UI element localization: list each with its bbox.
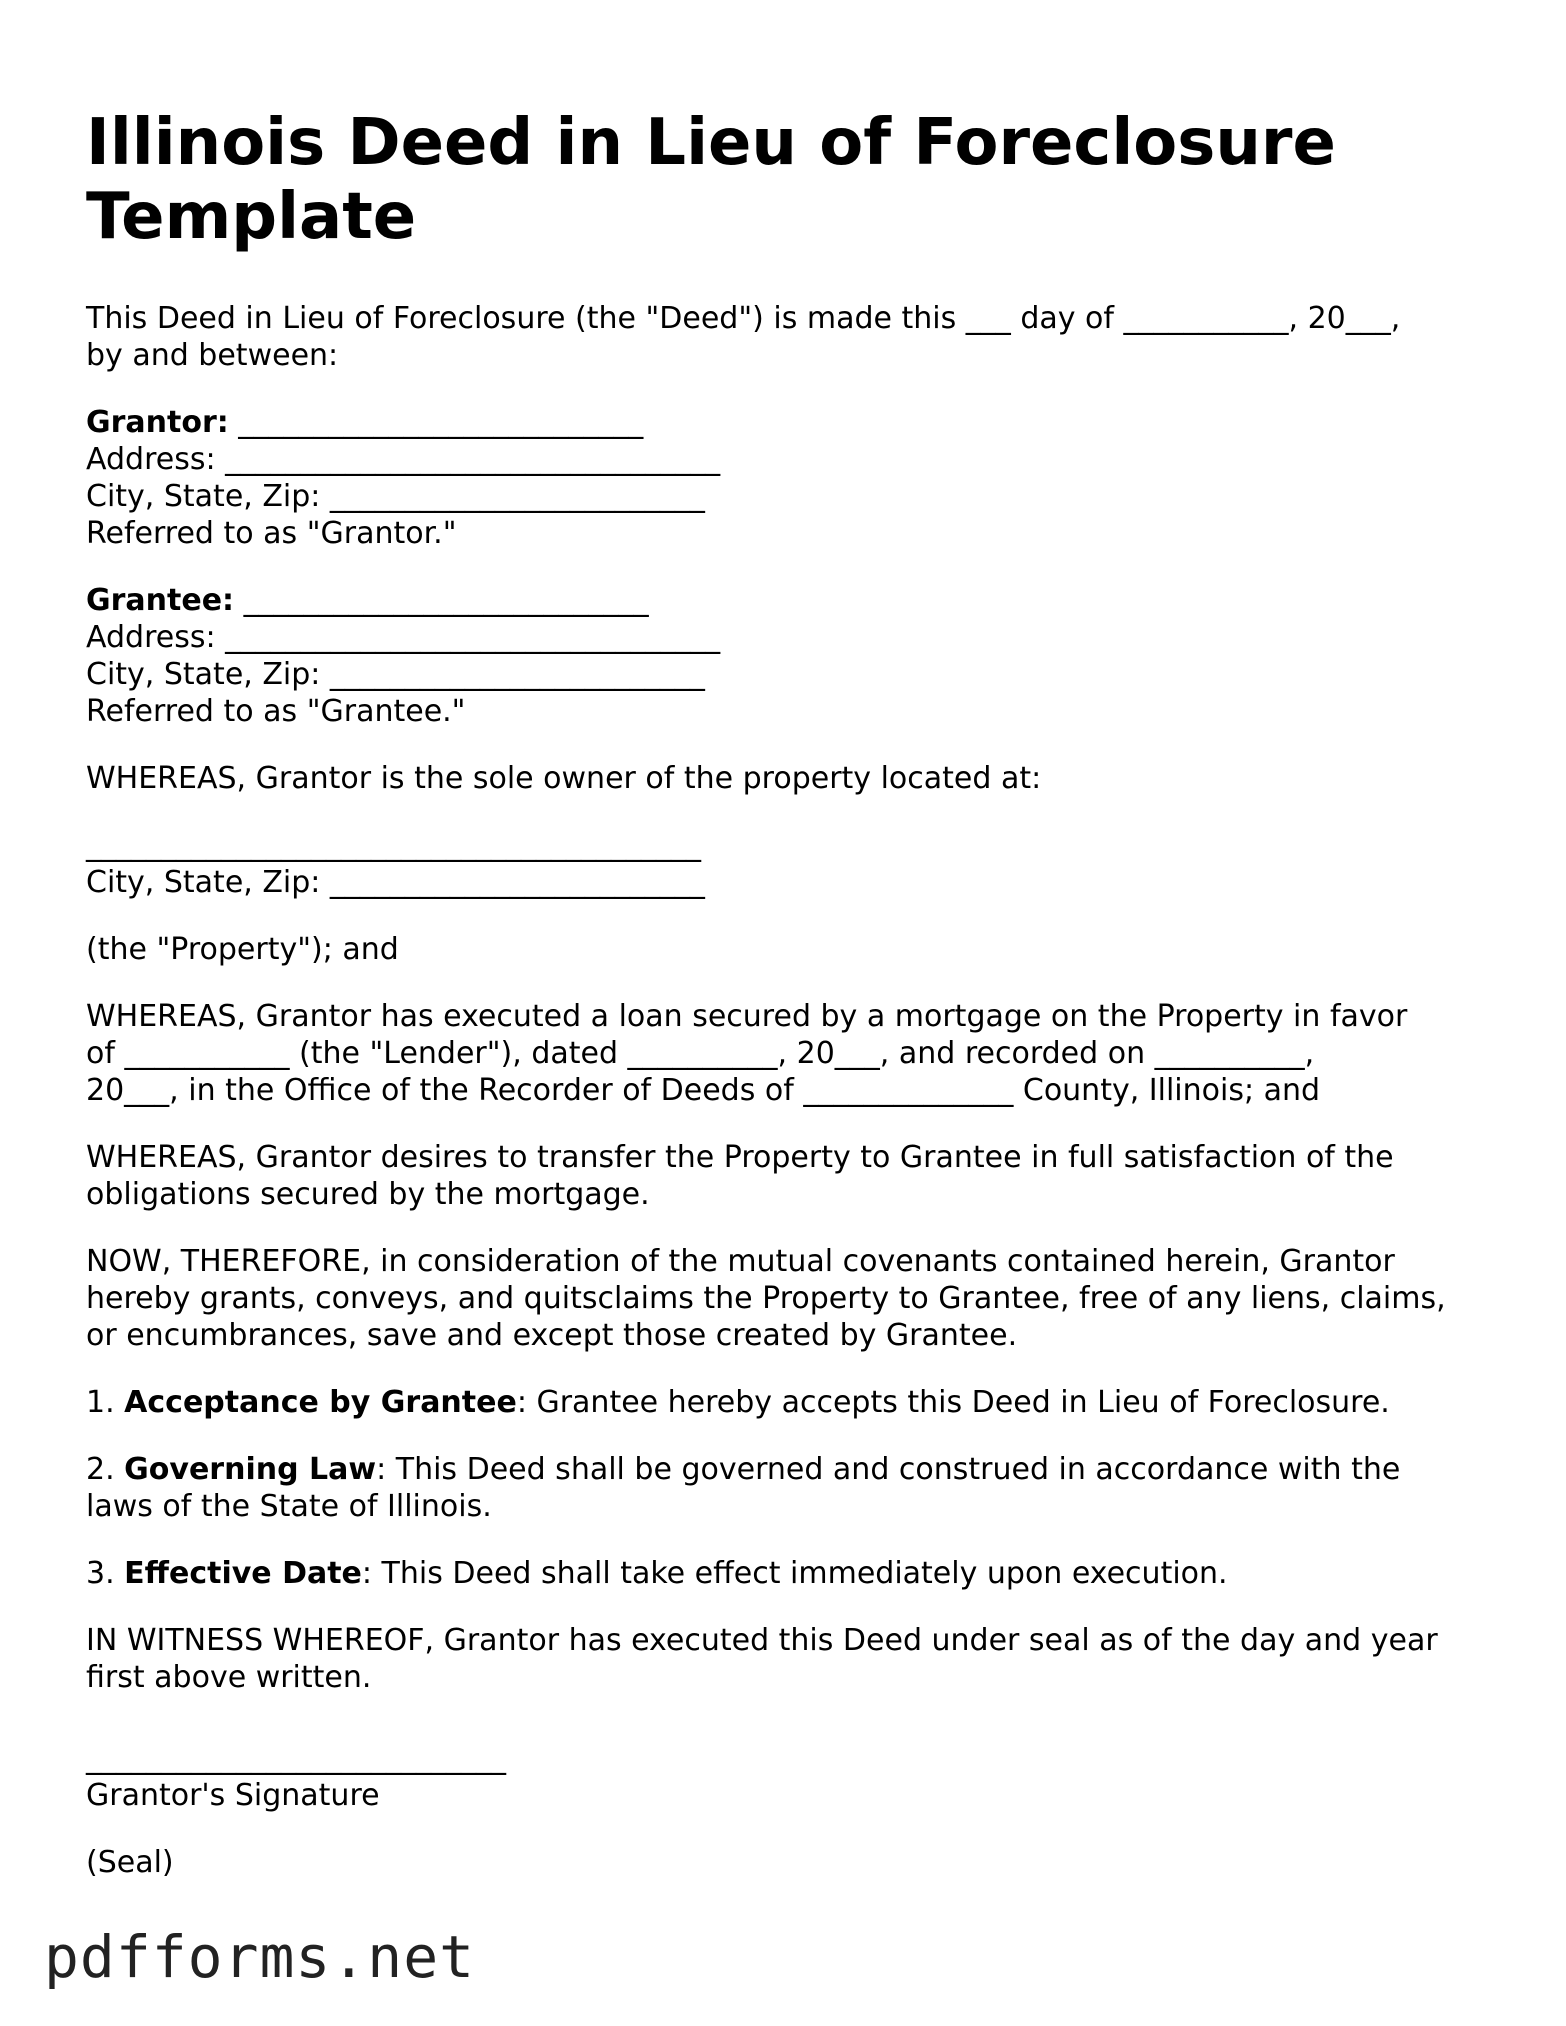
clause-heading: Acceptance by Grantee bbox=[124, 1385, 517, 1420]
clause-acceptance bbox=[86, 1384, 1486, 1421]
whereas-transfer-paragraph: WHEREAS, Grantor desires to transfer the Property to Grantee in full satisfaction of the obligations secured by the mortgage. bbox=[86, 1140, 1394, 1212]
property-address-line: _________________________________________ bbox=[86, 828, 701, 863]
grantor-city-line: City, State, Zip: _________________________ bbox=[86, 479, 705, 514]
document-title: Illinois Deed in Lieu of Foreclosure Template bbox=[86, 106, 1336, 254]
property-address-block bbox=[86, 827, 1486, 901]
watermark-logo: pdfforms.net bbox=[44, 1923, 476, 1991]
clause-heading: Effective Date bbox=[124, 1556, 362, 1591]
whereas-owner-paragraph: WHEREAS, Grantor is the sole owner of the property located at: bbox=[86, 761, 1042, 796]
grantee-address-line: Address: _________________________________ bbox=[86, 620, 721, 655]
clause-number: 2. bbox=[86, 1452, 125, 1487]
grantor-name-blank: ___________________________ bbox=[228, 405, 644, 440]
grantee-block bbox=[86, 582, 1486, 730]
clause-text: : This Deed shall take effect immediately upon execution. bbox=[361, 1556, 1228, 1591]
property-city-line: City, State, Zip: _________________________ bbox=[86, 865, 705, 900]
now-therefore-paragraph: NOW, THEREFORE, in consideration of the mutual covenants contained herein, Grantor hereby grants, conveys, and quitsclaims the Property to Grantee, free of any liens, claims, or encumbrances, save and except those created by Grantee. bbox=[86, 1244, 1446, 1353]
clause-governing-law bbox=[86, 1451, 1486, 1525]
clause-heading: Governing Law bbox=[124, 1452, 377, 1487]
grantee-city-line: City, State, Zip: _________________________ bbox=[86, 657, 705, 692]
grantor-name-line bbox=[86, 404, 1486, 441]
signature-line: ____________________________ bbox=[86, 1741, 506, 1776]
witness-paragraph: IN WITNESS WHEREOF, Grantor has executed this Deed under seal as of the day and year first above written. bbox=[86, 1623, 1438, 1695]
property-definition: (the "Property"); and bbox=[86, 932, 399, 967]
grantor-label: Grantor: bbox=[86, 405, 229, 440]
clause-number: 1. bbox=[86, 1385, 125, 1420]
signature-label: Grantor's Signature bbox=[86, 1778, 380, 1813]
clause-number: 3. bbox=[86, 1556, 125, 1591]
clause-text: : Grantee hereby accepts this Deed in Lieu of Foreclosure. bbox=[516, 1385, 1390, 1420]
grantee-label: Grantee: bbox=[86, 583, 235, 618]
intro-paragraph: This Deed in Lieu of Foreclosure (the "Deed") is made this ___ day of ___________, 20___, by and between: bbox=[86, 301, 1401, 373]
clause-text: : This Deed shall be governed and construed in accordance with the laws of the State of Illinois. bbox=[86, 1452, 1401, 1524]
whereas-loan-paragraph: WHEREAS, Grantor has executed a loan secured by a mortgage on the Property in favor of ___________ (the "Lender"), dated __________, 20___, and recorded on __________, 20___, in the Office of the Recorder of Deeds of ______________ County, Illinois; and bbox=[86, 999, 1408, 1108]
clause-effective-date bbox=[86, 1555, 1486, 1592]
grantor-referred-line: Referred to as "Grantor." bbox=[86, 516, 457, 551]
grantee-referred-line: Referred to as "Grantee." bbox=[86, 694, 466, 729]
seal-label: (Seal) bbox=[86, 1845, 174, 1880]
document-page bbox=[86, 106, 1486, 1911]
grantee-name-line bbox=[86, 582, 1486, 619]
grantor-block bbox=[86, 404, 1486, 552]
grantor-address-line: Address: _________________________________ bbox=[86, 442, 721, 477]
grantee-name-blank: ___________________________ bbox=[234, 583, 649, 618]
signature-block bbox=[86, 1740, 1486, 1814]
